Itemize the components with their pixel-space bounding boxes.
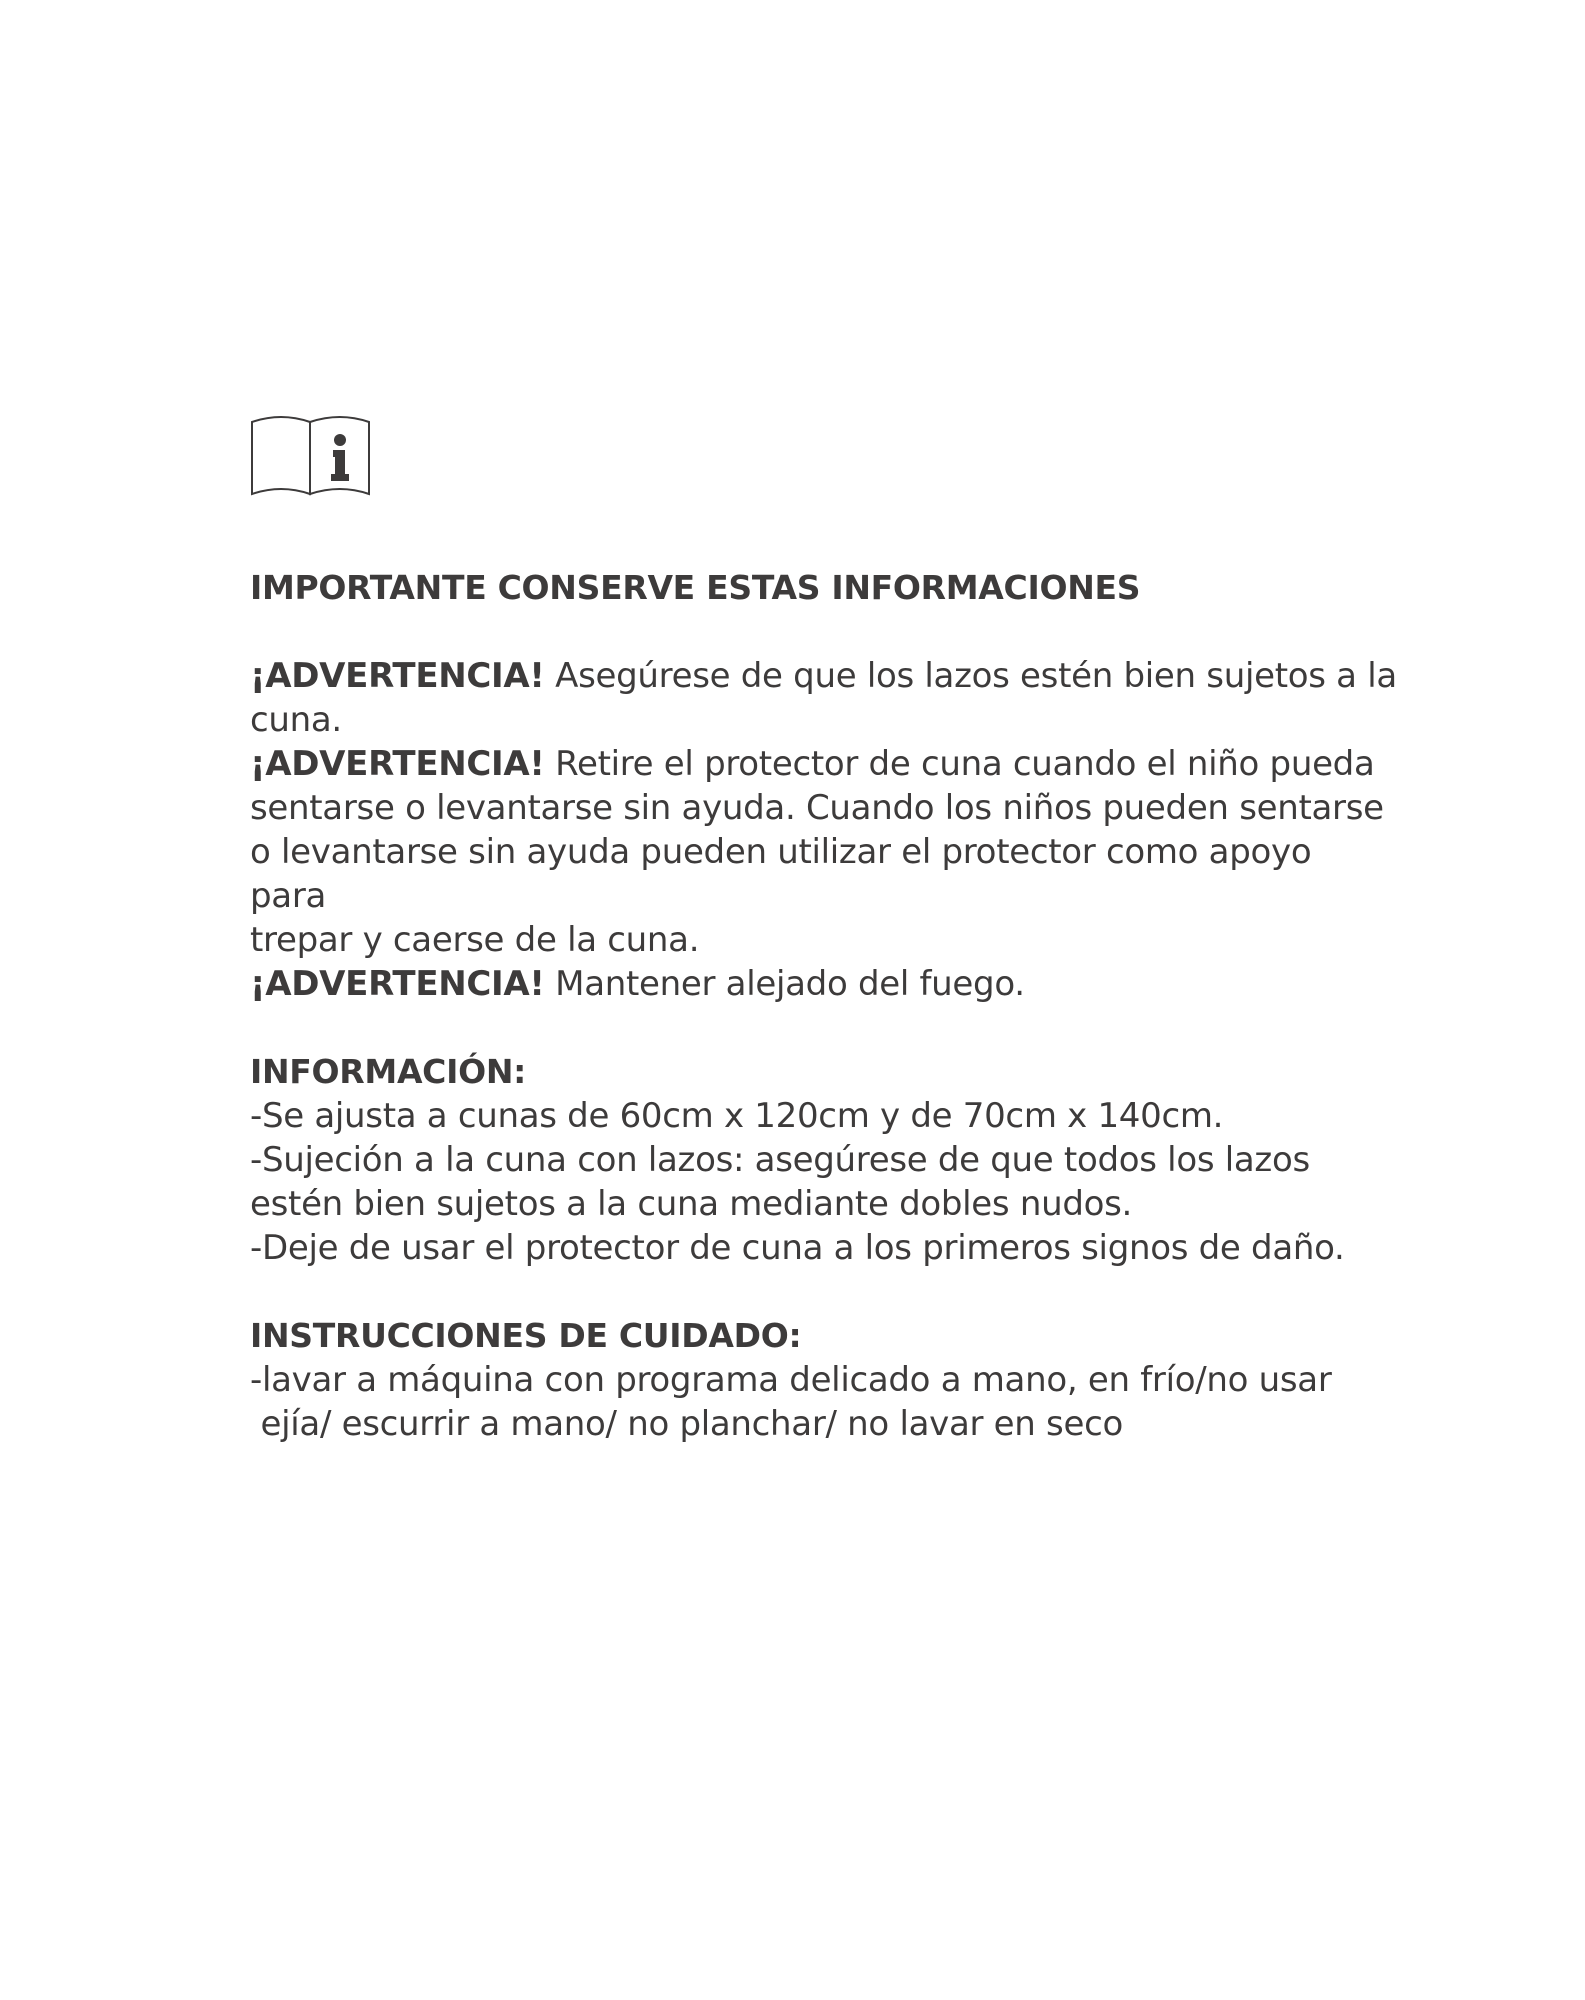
information-line: -Se ajusta a cunas de 60cm x 120cm y de 70cm x 140cm. [250,1096,1224,1136]
warning-line [250,742,1410,786]
document [250,414,1410,1446]
care-line: ejía/ escurrir a mano/ no planchar/ no lavar en seco [250,1404,1123,1444]
read-instructions-icon [250,414,372,496]
warning-label: ¡ADVERTENCIA! [250,656,545,696]
document-title: IMPORTANTE CONSERVE ESTAS INFORMACIONES [250,568,1141,607]
care-section [250,1358,1410,1446]
information-heading: INFORMACIÓN: [250,1052,527,1091]
care-heading: INSTRUCCIONES DE CUIDADO: [250,1316,802,1355]
warning-line [250,654,1410,698]
warning-label: ¡ADVERTENCIA! [250,964,545,1004]
information-line: -Deje de usar el protector de cuna a los primeros signos de daño. [250,1228,1345,1268]
warning-line [250,962,1410,1006]
warning-line: cuna. [250,700,342,740]
care-line: -lavar a máquina con programa delicado a mano, en frío/no usar [250,1360,1332,1400]
warning-line: sentarse o levantarse sin ayuda. Cuando los niños pueden sentarse [250,788,1384,828]
warning-line: para [250,876,327,916]
warnings-section [250,654,1410,1006]
information-line: -Sujeción a la cuna con lazos: asegúrese de que todos los lazos [250,1140,1310,1180]
warning-line: trepar y caerse de la cuna. [250,920,700,960]
warning-text: Asegúrese de que los lazos estén bien sujetos a la [555,656,1397,696]
warning-text: Retire el protector de cuna cuando el niño pueda [555,744,1375,784]
information-line: estén bien sujetos a la cuna mediante dobles nudos. [250,1184,1133,1224]
information-section [250,1094,1410,1270]
warning-label: ¡ADVERTENCIA! [250,744,545,784]
warning-line: o levantarse sin ayuda pueden utilizar el protector como apoyo [250,832,1312,872]
warning-text: Mantener alejado del fuego. [555,964,1025,1004]
